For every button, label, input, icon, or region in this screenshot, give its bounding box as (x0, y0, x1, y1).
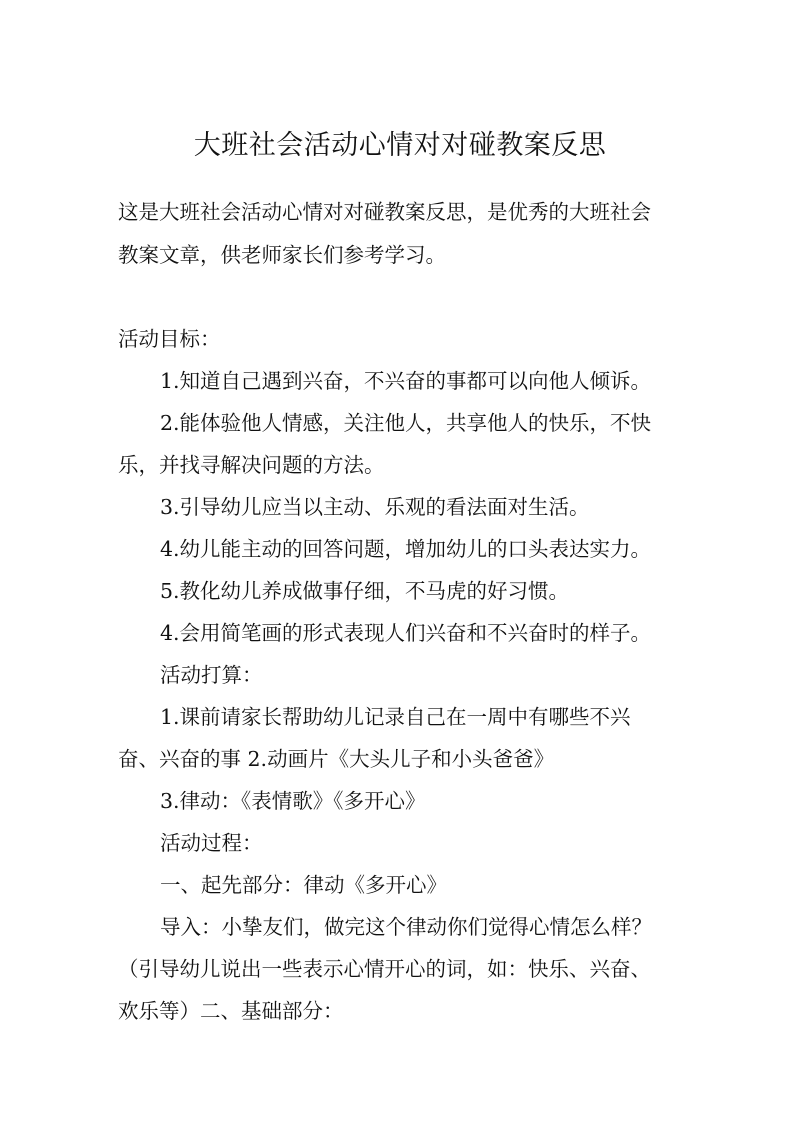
document-title: 大班社会活动心情对对碰教案反思 (193, 130, 607, 161)
goal-5: 5.教化幼儿养成做事仔细，不马虎的好习惯。 (160, 579, 570, 603)
goal-3: 3.引导幼儿应当以主动、乐观的看法面对生活。 (160, 495, 590, 519)
intro-line-2: 教案文章，供老师家长们参考学习。 (118, 243, 446, 267)
goal-4: 4.幼儿能主动的回答问题，增加幼儿的口头表达实力。 (160, 537, 652, 561)
goal-2-line-2: 乐，并找寻解决问题的方法。 (118, 453, 385, 477)
prep-1-line-2: 奋、兴奋的事 2.动画片《大头儿子和小头爸爸》 (118, 747, 555, 771)
goal-6: 4.会用简笔画的形式表现人们兴奋和不兴奋时的样子。 (160, 621, 652, 645)
process-intro-line-3: 欢乐等）二、基础部分： (118, 999, 344, 1023)
section-heading-goals: 活动目标： (118, 327, 221, 351)
prep-1-line-1: 1.课前请家长帮助幼儿记录自己在一周中有哪些不兴 (160, 705, 631, 729)
goal-1: 1.知道自己遇到兴奋，不兴奋的事都可以向他人倾诉。 (160, 369, 652, 393)
section-heading-preparation: 活动打算： (160, 663, 263, 687)
process-intro-line-1: 导入：小挚友们，做完这个律动你们觉得心情怎么样？ (160, 915, 652, 939)
process-intro-line-2: （引导幼儿说出一些表示心情开心的词，如：快乐、兴奋、 (118, 957, 651, 981)
prep-3: 3.律动：《表情歌》《多开心》 (160, 789, 426, 813)
intro-line-1: 这是大班社会活动心情对对碰教案反思，是优秀的大班社会 (118, 200, 651, 224)
section-heading-process: 活动过程： (160, 831, 263, 855)
goal-2-line-1: 2.能体验他人情感，关注他人，共享他人的快乐，不快 (160, 411, 652, 435)
process-part-1: 一、起先部分：律动《多开心》 (160, 873, 447, 897)
